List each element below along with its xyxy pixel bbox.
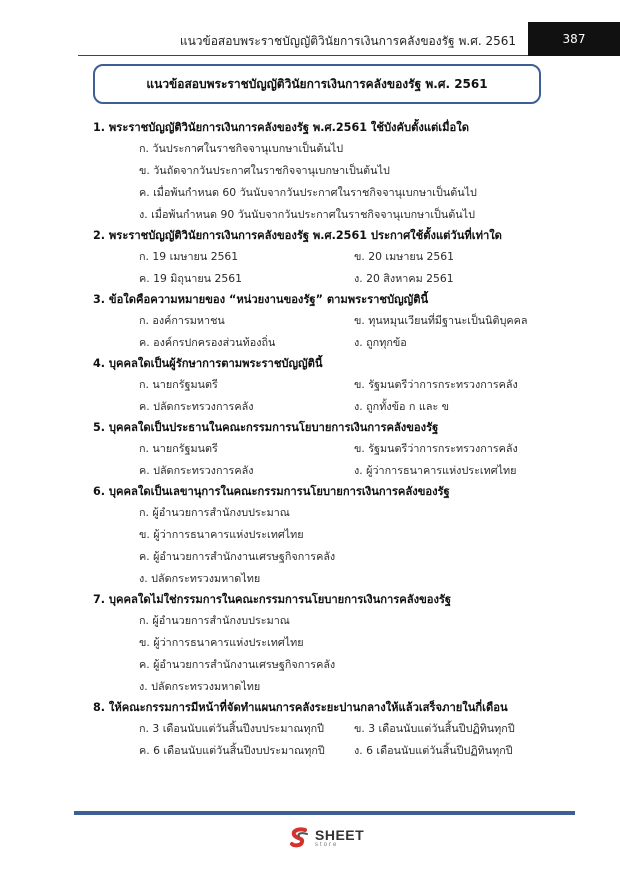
question-2 xyxy=(93,226,573,290)
question-6 xyxy=(93,482,573,590)
header-title: แนวข้อสอบพระราชบัญญัติวินัยการเงินการคลังของรัฐ พ.ศ. 2561 xyxy=(179,34,516,48)
question-list xyxy=(93,118,573,762)
option: ค. เมื่อพ้นกำหนด 60 วันนับจากวันประกาศในราชกิจจานุเบกษาเป็นต้นไป xyxy=(139,186,477,199)
option: ค. 19 มิถุนายน 2561 xyxy=(139,272,242,285)
option: ค. องค์กรปกครองส่วนท้องถิ่น xyxy=(139,336,276,349)
option: ข. รัฐมนตรีว่าการกระทรวงการคลัง xyxy=(354,442,518,455)
option: ก. ผู้อำนวยการสำนักงบประมาณ xyxy=(139,506,290,519)
option: ก. 19 เมษายน 2561 xyxy=(139,250,239,263)
logo-sub: store xyxy=(315,842,339,848)
question-text: 3. ข้อใดคือความหมายของ “หน่วยงานของรัฐ” ตามพระราชบัญญัตินี้ xyxy=(93,293,429,306)
option: ง. ถูกทุกข้อ xyxy=(354,336,407,349)
question-text: 6. บุคคลใดเป็นเลขานุการในคณะกรรมการนโยบายการเงินการคลังของรัฐ xyxy=(93,485,450,498)
option: ก. องค์การมหาชน xyxy=(139,314,225,327)
option: ข. ทุนหมุนเวียนที่มีฐานะเป็นนิติบุคคล xyxy=(354,314,528,327)
option: ค. ผู้อำนวยการสำนักงานเศรษฐกิจการคลัง xyxy=(139,658,336,671)
option: ก. ผู้อำนวยการสำนักงบประมาณ xyxy=(139,614,290,627)
question-8 xyxy=(93,698,573,762)
option: ง. ปลัดกระทรวงมหาดไทย xyxy=(139,572,261,585)
title-box-text: แนวข้อสอบพระราชบัญญัติวินัยการเงินการคลังของรัฐ พ.ศ. 2561 xyxy=(146,76,488,91)
option: ง. 20 สิงหาคม 2561 xyxy=(354,272,454,285)
question-text: 4. บุคคลใดเป็นผู้รักษาการตามพระราชบัญญัตินี้ xyxy=(93,357,323,370)
option: ข. วันถัดจากวันประกาศในราชกิจจานุเบกษาเป็นต้นไป xyxy=(139,164,390,177)
option: ข. รัฐมนตรีว่าการกระทรวงการคลัง xyxy=(354,378,518,391)
option: ค. ผู้อำนวยการสำนักงานเศรษฐกิจการคลัง xyxy=(139,550,336,563)
question-5 xyxy=(93,418,573,482)
sheet-store-logo xyxy=(287,826,364,850)
question-1 xyxy=(93,118,573,226)
page-number: 387 xyxy=(528,22,620,56)
question-text: 8. ให้คณะกรรมการมีหน้าที่จัดทำแผนการคลังระยะปานกลางให้แล้วเสร็จภายในกี่เดือน xyxy=(93,701,508,714)
sheet-logo-icon xyxy=(287,826,311,850)
option: ง. ถูกทั้งข้อ ก และ ข xyxy=(354,400,450,413)
option: ข. 3 เดือนนับแต่วันสิ้นปีปฏิทินทุกปี xyxy=(354,722,515,735)
option: ก. นายกรัฐมนตรี xyxy=(139,378,218,391)
option: ค. 6 เดือนนับแต่วันสิ้นปีงบประมาณทุกปี xyxy=(139,744,325,757)
question-text: 7. บุคคลใดไม่ใช่กรรมการในคณะกรรมการนโยบายการเงินการคลังของรัฐ xyxy=(93,593,452,606)
question-text: 2. พระราชบัญญัติวินัยการเงินการคลังของรัฐ พ.ศ.2561 ประกาศใช้ตั้งแต่วันที่เท่าใด xyxy=(93,229,502,242)
logo-name: SHEET xyxy=(315,827,365,843)
question-text: 5. บุคคลใดเป็นประธานในคณะกรรมการนโยบายการเงินการคลังของรัฐ xyxy=(93,421,439,434)
option: ง. 6 เดือนนับแต่วันสิ้นปีปฏิทินทุกปี xyxy=(354,744,513,757)
question-4 xyxy=(93,354,573,418)
option: ก. วันประกาศในราชกิจจานุเบกษาเป็นต้นไป xyxy=(139,142,344,155)
page-header xyxy=(0,22,620,56)
option: ก. นายกรัฐมนตรี xyxy=(139,442,218,455)
option: ข. ผู้ว่าการธนาคารแห่งประเทศไทย xyxy=(139,528,304,541)
title-box xyxy=(93,64,541,104)
option: ค. ปลัดกระทรวงการคลัง xyxy=(139,400,254,413)
option: ข. 20 เมษายน 2561 xyxy=(354,250,455,263)
option: ง. ผู้ว่าการธนาคารแห่งประเทศไทย xyxy=(354,464,517,477)
option: ก. 3 เดือนนับแต่วันสิ้นปีงบประมาณทุกปี xyxy=(139,722,325,735)
footer-rule xyxy=(74,811,575,815)
option: ข. ผู้ว่าการธนาคารแห่งประเทศไทย xyxy=(139,636,304,649)
question-text: 1. พระราชบัญญัติวินัยการเงินการคลังของรัฐ พ.ศ.2561 ใช้บังคับตั้งแต่เมื่อใด xyxy=(93,121,469,134)
question-7 xyxy=(93,590,573,698)
option: ค. ปลัดกระทรวงการคลัง xyxy=(139,464,254,477)
question-3 xyxy=(93,290,573,354)
option: ง. ปลัดกระทรวงมหาดไทย xyxy=(139,680,261,693)
option: ง. เมื่อพ้นกำหนด 90 วันนับจากวันประกาศในราชกิจจานุเบกษาเป็นต้นไป xyxy=(139,208,475,221)
